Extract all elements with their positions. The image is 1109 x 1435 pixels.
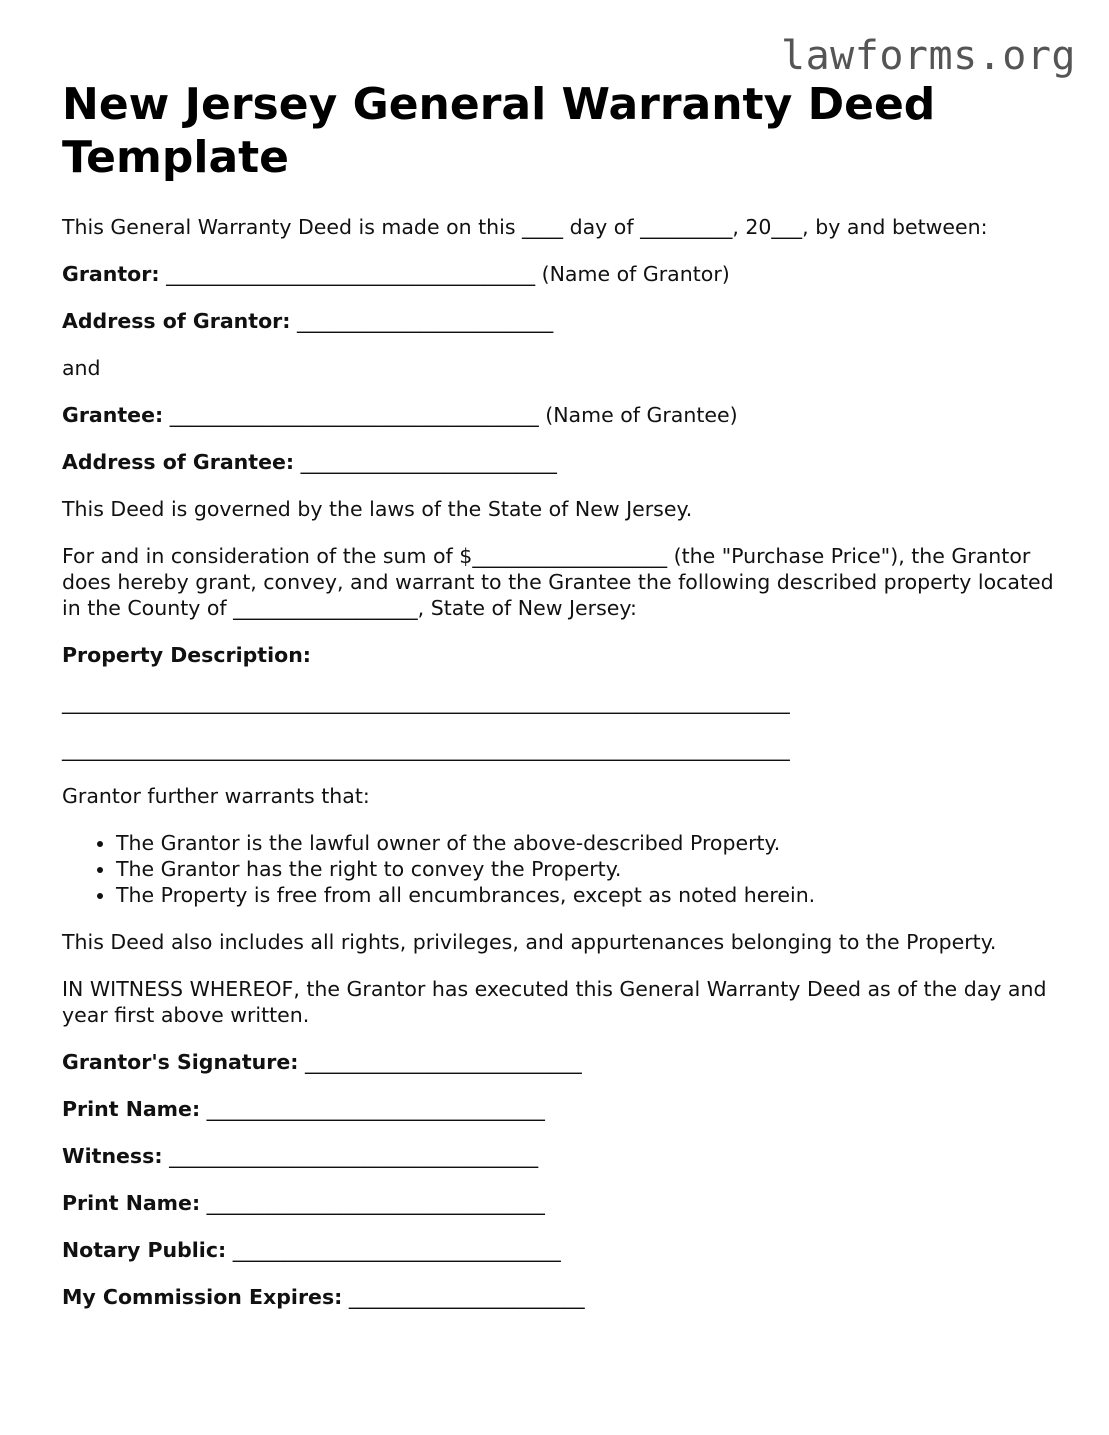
- grantor-signature-label: Grantor's Signature:: [62, 1050, 299, 1074]
- witness-clause: IN WITNESS WHEREOF, the Grantor has executed this General Warranty Deed as of the day and year first above written.: [62, 977, 1047, 1027]
- print-name-line-1: [62, 1096, 1062, 1122]
- grantee-address-line: [62, 449, 1062, 475]
- print-name-field-1[interactable]: _________________________________: [200, 1097, 545, 1121]
- commission-expires-field[interactable]: _______________________: [342, 1285, 585, 1309]
- grantor-signature-line: [62, 1049, 1062, 1075]
- intro-paragraph: This General Warranty Deed is made on this ____ day of _________, 20___, by and between:: [62, 215, 988, 239]
- rights-paragraph: This Deed also includes all rights, privileges, and appurtenances belonging to the Property.: [62, 930, 997, 954]
- grantee-address-field[interactable]: _________________________: [294, 450, 557, 474]
- warranty-intro: Grantor further warrants that:: [62, 784, 370, 808]
- consideration-paragraph: For and in consideration of the sum of $___________________ (the "Purchase Price"), the Grantor does hereby grant, convey, and warrant to the Grantee the following described property located in the County of __________________, State of New Jersey:: [62, 544, 1054, 620]
- brand-watermark: lawforms.org: [781, 33, 1076, 79]
- notary-public-label: Notary Public:: [62, 1238, 227, 1262]
- warranty-item: • The Grantor is the lawful owner of the above-described Property.: [116, 830, 1062, 856]
- print-name-label-1: Print Name:: [62, 1097, 201, 1121]
- grantee-label: Grantee:: [62, 403, 164, 427]
- commission-expires-line: [62, 1284, 1062, 1310]
- grantor-name-field[interactable]: ____________________________________ (Name of Grantor): [159, 262, 730, 286]
- commission-expires-label: My Commission Expires:: [62, 1285, 343, 1309]
- grantee-name-field[interactable]: ____________________________________ (Name of Grantee): [163, 403, 738, 427]
- print-name-field-2[interactable]: _________________________________: [200, 1191, 545, 1215]
- print-name-line-2: [62, 1190, 1062, 1216]
- grantor-label: Grantor:: [62, 262, 160, 286]
- grantor-address-label: Address of Grantor:: [62, 309, 291, 333]
- warranty-list: [62, 830, 1062, 908]
- page-title: New Jersey General Warranty Deed Template: [62, 79, 936, 183]
- notary-public-field[interactable]: ________________________________: [226, 1238, 561, 1262]
- print-name-label-2: Print Name:: [62, 1191, 201, 1215]
- witness-line: [62, 1143, 1062, 1169]
- and-text: and: [62, 356, 101, 380]
- grantor-address-line: [62, 308, 1062, 334]
- witness-field[interactable]: ____________________________________: [162, 1144, 539, 1168]
- grantee-line: [62, 402, 1062, 428]
- grantee-address-label: Address of Grantee:: [62, 450, 295, 474]
- property-description-line-2[interactable]: _______________________________________________________________________: [62, 737, 790, 761]
- grantor-address-field[interactable]: _________________________: [290, 309, 554, 333]
- grantor-line: [62, 261, 1062, 287]
- property-description-label: Property Description:: [62, 643, 311, 667]
- deed-document: [62, 78, 1062, 1310]
- notary-public-line: [62, 1237, 1062, 1263]
- property-description-line-1[interactable]: _______________________________________________________________________: [62, 690, 790, 714]
- governing-law-paragraph: This Deed is governed by the laws of the State of New Jersey.: [62, 497, 693, 521]
- warranty-item: • The Grantor has the right to convey the Property.: [116, 856, 1062, 882]
- witness-label: Witness:: [62, 1144, 163, 1168]
- grantor-signature-field[interactable]: ___________________________: [298, 1050, 582, 1074]
- warranty-item: • The Property is free from all encumbrances, except as noted herein.: [116, 882, 1062, 908]
